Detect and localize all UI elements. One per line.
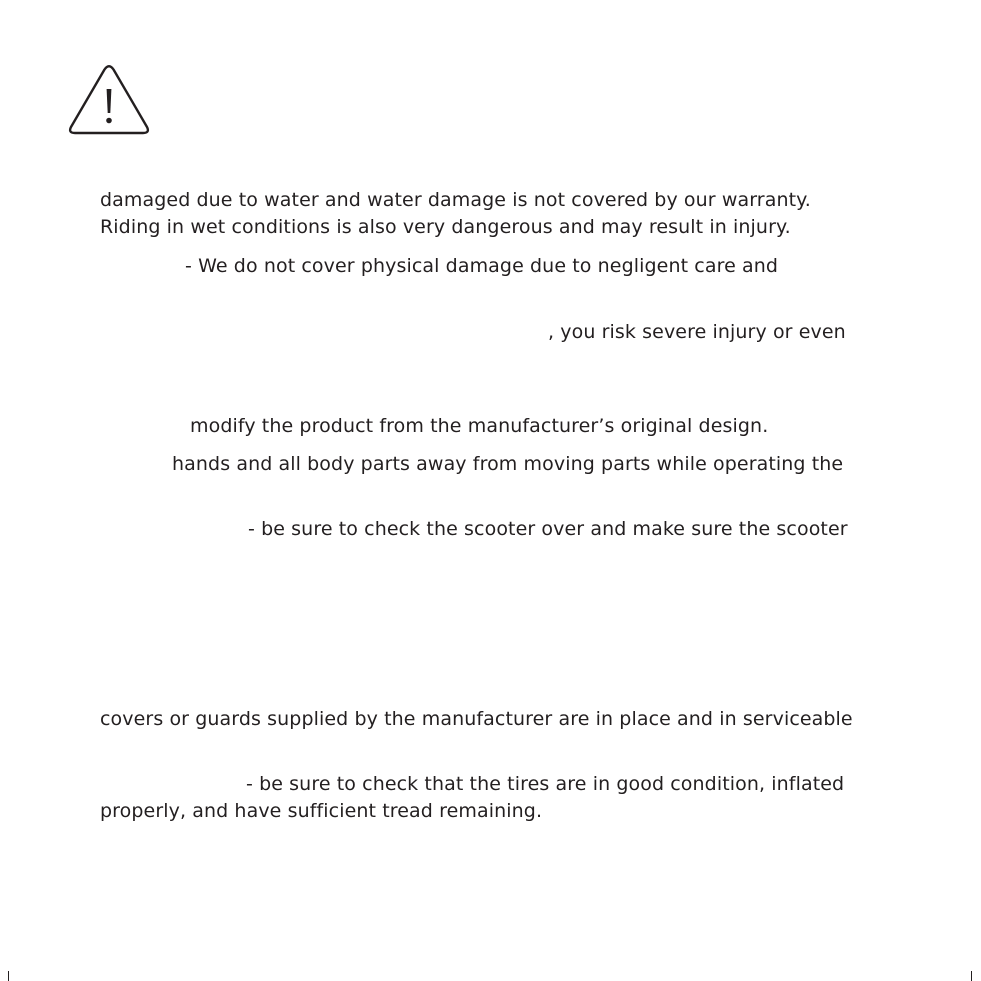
text-line-2: Riding in wet conditions is also very dangerous and may result in injury. [100,216,791,238]
crop-mark-right [971,971,972,981]
text-line-10: properly, and have sufficient tread remaining. [100,800,543,822]
text-line-1: damaged due to water and water damage is not covered by our warranty. [100,189,811,211]
text-line-9: - be sure to check that the tires are in good condition, inflated [246,773,845,795]
warning-triangle-icon [68,64,150,136]
text-line-8: covers or guards supplied by the manufacturer are in place and in serviceable [100,708,853,730]
text-line-6: hands and all body parts away from moving parts while operating the [172,453,844,475]
text-line-5: modify the product from the manufacturer’s original design. [190,415,769,437]
text-line-4: , you risk severe injury or even [548,321,846,343]
crop-mark-left [8,971,9,981]
text-line-7: - be sure to check the scooter over and make sure the scooter [248,518,848,540]
text-line-3: - We do not cover physical damage due to negligent care and [185,255,779,277]
